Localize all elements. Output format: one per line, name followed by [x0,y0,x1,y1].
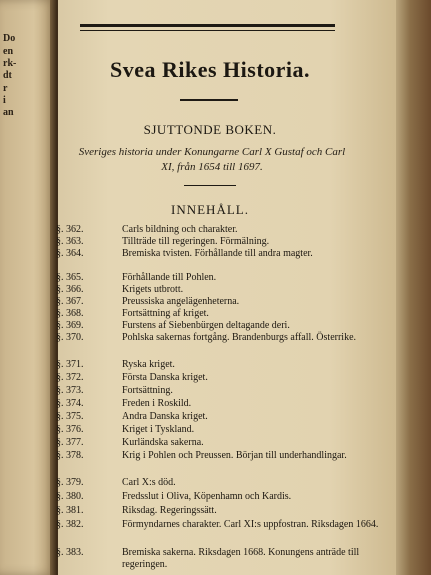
section-number: §. 378. [56,450,84,461]
section-number: §. 377. [56,437,84,448]
left-page-fragment: r [3,83,8,94]
section-title: Riksdag. Regeringssätt. [122,505,217,516]
section-number: §. 371. [56,359,84,370]
section-number: §. 366. [56,284,84,295]
section-title: Andra Danska kriget. [122,411,208,422]
section-title: Pohlska sakernas fortgång. Brandenburgs affall. Österrike. [122,332,357,343]
section-title: Fortsättning. [122,385,173,396]
section-title: Kurländska sakerna. [122,437,204,448]
section-title: Krig i Pohlen och Preussen. Början till underhandlingar. [122,450,347,461]
contents-heading: INNEHÅLL. [171,202,249,217]
section-number: §. 375. [56,411,84,422]
section-title: Kriget i Tyskland. [122,424,195,435]
section-number: §. 369. [56,320,84,331]
section-title: Första Danska kriget. [122,372,208,383]
section-number: §. 363. [56,236,84,247]
section-number: §. 362. [56,224,84,235]
section-number: §. 376. [56,424,84,435]
section-number: §. 372. [56,372,84,383]
section-title: Förhållande till Pohlen. [122,272,217,283]
section-number: §. 364. [56,248,84,259]
section-title: Tillträde till regeringen. Förmälning. [122,236,270,247]
section-number: §. 367. [56,296,84,307]
section-title: Freden i Roskild. [122,398,192,409]
section-number: §. 382. [56,519,84,530]
left-page-fragment: an [3,107,14,118]
section-title: Preussiska angelägenheterna. [122,296,240,307]
section-title: Carls bildning och charakter. [122,224,238,235]
left-page-fragment: en [3,46,13,57]
section-title: Carl X:s död. [122,477,176,488]
section-title: Förmyndarnes charakter. Carl XI:s uppfostran. Riksdagen 1664. [122,519,379,530]
section-title: Ryska kriget. [122,359,175,370]
section-number: §. 373. [56,385,84,396]
section-number: §. 380. [56,491,84,502]
book-number: SJUTTONDE BOKEN. [143,122,277,137]
left-page-fragment: Do [3,33,16,44]
section-number: §. 381. [56,505,84,516]
section-title: Bremiska tvisten. Förhållande till andra magter. [122,248,313,259]
section-title: Furstens af Siebenbürgen deltagande deri. [122,320,290,331]
section-title: Fortsättning af kriget. [122,308,209,319]
section-title: Krigets utbrott. [122,284,184,295]
section-number: §. 370. [56,332,84,343]
section-number: §. 368. [56,308,84,319]
left-page-fragment: rk- [3,58,17,69]
section-number: §. 379. [56,477,84,488]
book-title: Svea Rikes Historia. [109,57,311,82]
book-subtitle: Sveriges historia under Konungarne Carl X Gustaf och Carl XI, från 1654 till 1697. [78,146,346,173]
left-page-fragment: i [3,95,6,106]
section-number: §. 365. [56,272,84,283]
section-number: §. 374. [56,398,84,409]
section-number: §. 383. [56,547,84,558]
section-title: Bremiska sakerna. Riksdagen 1668. Konungens anträde till regeringen. [122,547,360,570]
section-title: Fredsslut i Oliva, Köpenhamn och Kardis. [122,491,292,502]
left-page-fragment: dt [3,70,12,81]
